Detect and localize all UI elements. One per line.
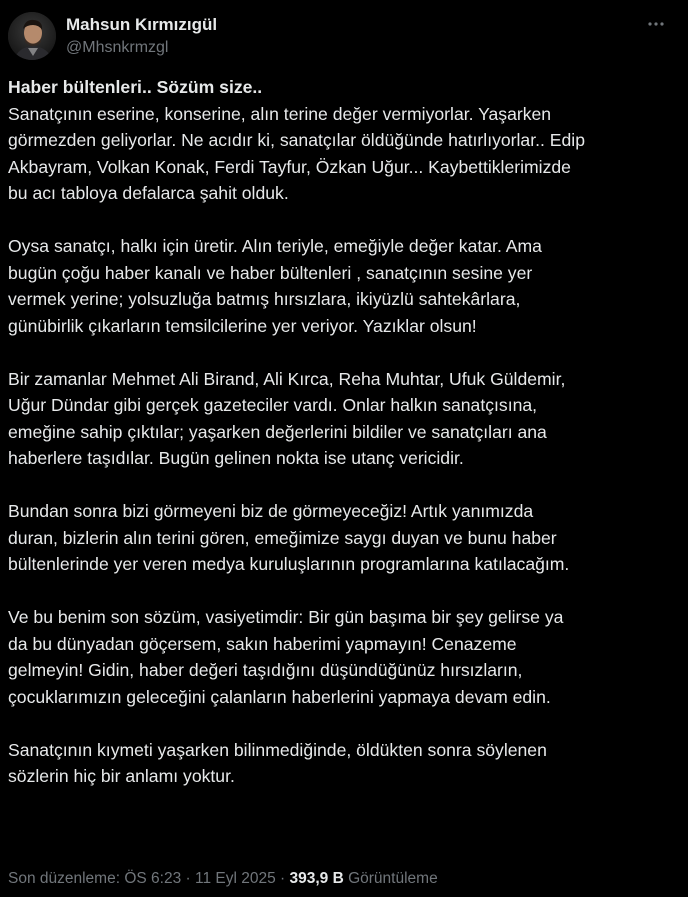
meta-separator: · <box>181 870 195 887</box>
tweet-line: emeğine sahip çıktılar; yaşarken değerlerini bildiler ve sanatçıları ana <box>8 421 547 442</box>
author-display-name[interactable]: Mahsun Kırmızıgül <box>66 15 218 34</box>
tweet-line: sözlerin hiç bir anlamı yoktur. <box>8 766 235 786</box>
tweet-line: Bundan sonra bizi görmeyeni biz de görmeyeceğiz! Artık yanımızda <box>8 501 534 521</box>
tweet-line: vermek yerine; yolsuzluğa batmış hırsızlara, ikiyüzlü sahtekârlara, <box>8 289 521 309</box>
edited-label: Son düzenleme: ÖS 6:23 <box>8 870 182 887</box>
tweet-line: çocuklarımızın geleceğini çalanların haberlerini yapmaya devam edin. <box>8 686 551 707</box>
tweet-line: bugün çoğu haber kanalı ve haber bültenleri , sanatçının sesine yer <box>8 262 533 283</box>
views-label: Görüntüleme <box>348 870 438 887</box>
tweet-line: haberlere taşıdılar. Bugün gelinen nokta ise utanç vericidir. <box>8 448 464 468</box>
tweet-line: bültenlerinde yer veren medya kuruluşlarının programlarına katılacağım. <box>8 554 570 574</box>
tweet-line: Oysa sanatçı, halkı için üretir. Alın teriyle, emeğiyle değer katar. Ama <box>8 236 542 256</box>
tweet-text <box>8 74 684 790</box>
tweet-line: Sanatçının kıymeti yaşarken bilinmediğinde, öldükten sonra söylenen <box>8 739 547 760</box>
tweet-line: gelmeyin! Gidin, haber değeri taşıdığını düşündüğünüz hırsızların, <box>8 660 523 680</box>
more-dots-icon <box>646 14 666 34</box>
tweet-line: Bir zamanlar Mehmet Ali Birand, Ali Kırca, Reha Muhtar, Ufuk Güldemir, <box>8 368 566 389</box>
paragraph-gap <box>8 207 684 234</box>
more-options-button[interactable] <box>642 10 670 38</box>
avatar-photo <box>8 12 56 60</box>
tweet-headline: Haber bültenleri.. Sözüm size.. <box>8 77 263 97</box>
post-date: 11 Eyl 2025 <box>194 870 276 887</box>
tweet-line: Sanatçının eserine, konserine, alın terine değer vermiyorlar. Yaşarken <box>8 103 552 124</box>
author-handle[interactable]: @Mhsnkrmzgl <box>66 39 169 56</box>
paragraph-gap <box>8 472 684 499</box>
tweet-meta <box>8 868 438 890</box>
tweet-line: Uğur Dündar gibi gerçek gazeteciler vardı. Onlar halkın sanatçısına, <box>8 395 538 415</box>
paragraph-gap <box>8 339 684 366</box>
tweet-header <box>8 8 680 64</box>
tweet-line: Akbayram, Volkan Konak, Ferdi Tayfur, Özkan Uğur... Kaybettiklerimizde <box>8 156 571 177</box>
tweet-line: günübirlik çıkarların temsilcilerine yer veriyor. Yazıklar olsun! <box>8 315 477 336</box>
paragraph-gap <box>8 578 684 605</box>
paragraph-gap <box>8 710 684 737</box>
meta-separator: · <box>275 870 290 887</box>
avatar[interactable] <box>8 12 56 60</box>
edited-timestamp-link[interactable] <box>8 870 276 887</box>
author-names <box>66 15 217 58</box>
tweet-line: Ve bu benim son sözüm, vasiyetimdir: Bir gün başıma bir şey gelirse ya <box>8 607 564 627</box>
views-count: 393,9 B <box>289 870 344 887</box>
tweet-line: duran, bizlerin alın terini gören, emeğimize saygı duyan ve bunu haber <box>8 527 557 548</box>
tweet-line: görmezden geliyorlar. Ne acıdır ki, sanatçılar öldüğünde hatırlıyorlar.. Edip <box>8 130 585 150</box>
tweet-line: da bu dünyadan göçersem, sakın haberimi yapmayın! Cenazeme <box>8 633 517 654</box>
tweet-line: bu acı tabloya defalarca şahit olduk. <box>8 183 289 203</box>
